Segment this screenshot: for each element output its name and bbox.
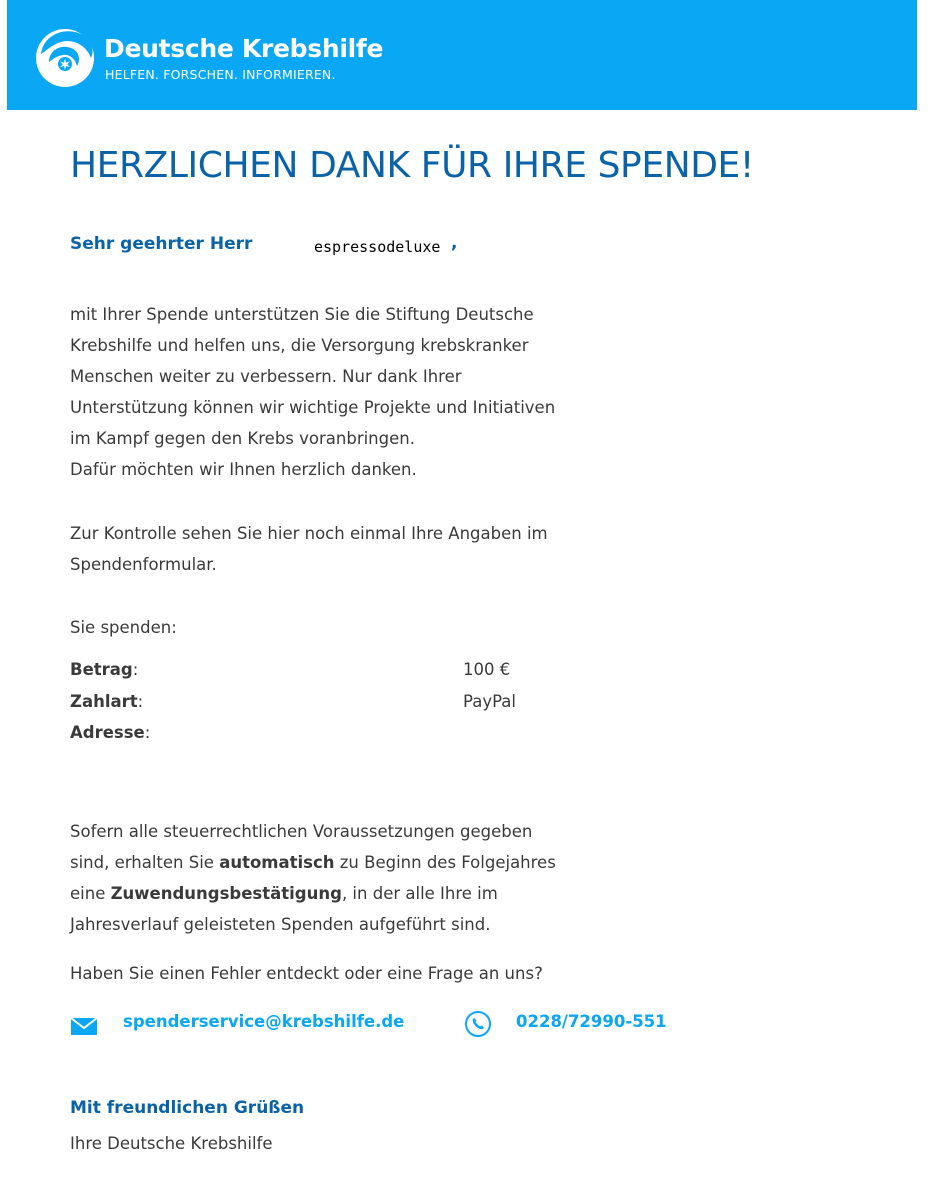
detail-label-suffix: : xyxy=(144,723,151,742)
detail-label-text: Betrag xyxy=(70,660,133,679)
salutation-name: espressodeluxe xyxy=(314,238,441,256)
detail-row-amount xyxy=(70,660,570,692)
detail-label xyxy=(70,723,150,742)
salutation-comma: , xyxy=(451,233,458,253)
intro-line: im Kampf gegen den Krebs voranbringen. xyxy=(70,429,415,448)
tax-text: eine xyxy=(70,884,111,903)
tax-line: Sofern alle steuerrechtlichen Voraussetzungen gegeben xyxy=(70,822,533,841)
detail-label-suffix: : xyxy=(137,691,144,711)
salutation-greeting: Sehr geehrter Herr xyxy=(70,234,253,254)
tax-text: , in der alle Ihre im xyxy=(341,884,498,903)
control-paragraph xyxy=(70,518,548,580)
intro-line: Krebshilfe und helfen uns, die Versorgung krebskranker xyxy=(70,336,529,355)
tax-text: sind, erhalten Sie xyxy=(70,853,220,872)
tax-paragraph xyxy=(70,816,556,940)
intro-line: Dafür möchten wir Ihnen herzlich danken. xyxy=(70,460,417,479)
intro-line: Unterstützung können wir wichtige Projekte und Initiativen xyxy=(70,398,556,417)
krebshilfe-logo-icon[interactable] xyxy=(33,24,97,88)
detail-label-suffix: : xyxy=(132,660,139,679)
detail-value-payment: PayPal xyxy=(463,691,516,711)
question-paragraph xyxy=(70,958,543,989)
header-banner xyxy=(7,0,917,110)
contact-email-link[interactable]: spenderservice@krebshilfe.de xyxy=(123,1012,405,1031)
donation-intro-text: Sie spenden: xyxy=(70,618,177,637)
logo-name: Deutsche Krebshilfe xyxy=(104,34,384,63)
logo-tagline: HELFEN. FORSCHEN. INFORMIEREN. xyxy=(105,67,336,82)
tax-line xyxy=(70,847,556,878)
closing-greeting: Mit freundlichen Grüßen xyxy=(70,1098,305,1118)
signature: Ihre Deutsche Krebshilfe xyxy=(70,1134,273,1153)
tax-emphasis: automatisch xyxy=(219,853,335,872)
detail-row-payment xyxy=(70,692,570,724)
control-line: Zur Kontrolle sehen Sie hier noch einmal Ihre Angaben im xyxy=(70,524,548,543)
detail-label-text: Adresse xyxy=(70,723,145,742)
page-title: HERZLICHEN DANK FÜR IHRE SPENDE! xyxy=(70,145,754,186)
tax-emphasis: Zuwendungsbestätigung xyxy=(110,884,342,903)
phone-icon[interactable] xyxy=(464,1010,492,1038)
detail-value-amount: 100 € xyxy=(463,660,511,679)
intro-line: Menschen weiter zu verbessern. Nur dank Ihrer xyxy=(70,367,462,386)
contact-phone-link[interactable]: 0228/72990-551 xyxy=(516,1012,667,1031)
detail-row-address xyxy=(70,723,570,755)
question-text: Haben Sie einen Fehler entdeckt oder eine Frage an uns? xyxy=(70,964,543,983)
tax-text: zu Beginn des Folgejahres xyxy=(334,853,556,872)
intro-paragraph xyxy=(70,299,555,485)
intro-line: mit Ihrer Spende unterstützen Sie die Stiftung Deutsche xyxy=(70,305,534,324)
donation-details xyxy=(70,660,570,755)
mail-icon[interactable] xyxy=(70,1015,98,1037)
tax-line: Jahresverlauf geleisteten Spenden aufgeführt sind. xyxy=(70,915,491,934)
detail-label xyxy=(70,660,138,679)
control-line: Spendenformular. xyxy=(70,555,217,574)
detail-label xyxy=(70,692,143,711)
donation-intro xyxy=(70,612,177,643)
detail-label-text: Zahlart xyxy=(70,691,138,711)
tax-line xyxy=(70,878,556,909)
